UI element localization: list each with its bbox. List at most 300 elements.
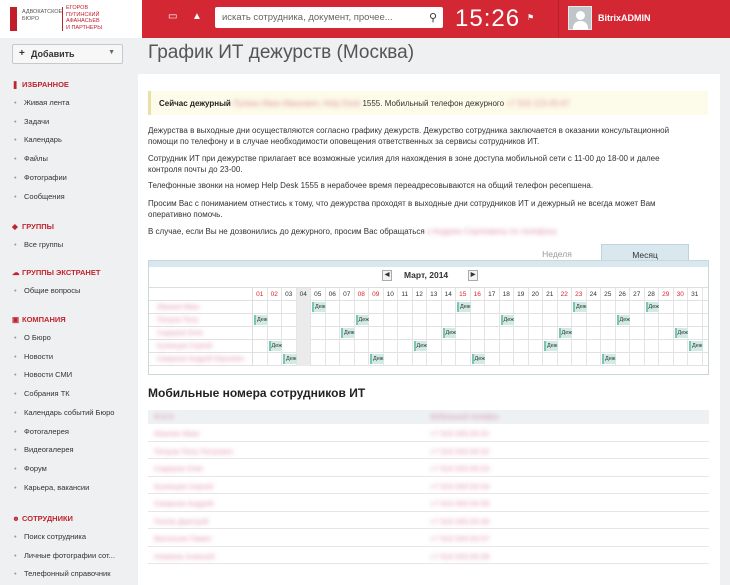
day-cell xyxy=(529,340,544,353)
employee-name: Сидоров Олег xyxy=(149,327,253,340)
day-cell xyxy=(500,327,515,340)
day-cell xyxy=(674,314,689,327)
calendar-row xyxy=(149,314,708,327)
day-cell xyxy=(340,340,355,353)
duty-event[interactable]: Деж xyxy=(341,328,355,338)
day-cell xyxy=(688,314,703,327)
day-cell xyxy=(558,301,573,314)
column-header-name: Ф.И.О xyxy=(154,414,174,421)
sidebar-section-title: КОМПАНИЯ xyxy=(22,315,66,324)
day-cell xyxy=(674,340,689,353)
day-cell xyxy=(427,314,442,327)
sidebar-section-2[interactable] xyxy=(12,268,100,277)
next-month-button[interactable]: ▶ xyxy=(468,270,478,281)
prev-month-button[interactable]: ◀ xyxy=(382,270,392,281)
day-number: 04 xyxy=(297,288,312,301)
plus-icon: + xyxy=(19,48,25,59)
day-number: 23 xyxy=(572,288,587,301)
sidebar-section-4[interactable] xyxy=(12,514,73,523)
bullet-icon: • xyxy=(14,286,17,295)
day-cell xyxy=(471,327,486,340)
bullet-icon: • xyxy=(14,98,17,107)
day-cell xyxy=(268,353,283,366)
paragraph: Сотрудник ИТ при дежурстве прилагает все возможные усилия для нахождения в зоне доступа мобильной сети с 11-00 до 18-00 и далее контроля почты до 23-00. xyxy=(148,154,660,174)
bullet-icon: • xyxy=(14,351,17,361)
day-cell xyxy=(384,340,399,353)
logo-line: ЕГОРОВ xyxy=(66,5,89,11)
day-cell xyxy=(645,327,660,340)
day-number: 02 xyxy=(268,288,283,301)
day-number: 25 xyxy=(601,288,616,301)
duty-event[interactable]: Деж xyxy=(457,302,471,312)
day-cell xyxy=(253,301,268,314)
logo-line: АДВОКАТСКОЕ xyxy=(22,9,63,15)
building-icon: ▣ xyxy=(12,315,20,324)
logo-line: ПУГИНСКИЙ xyxy=(66,11,100,18)
day-cell xyxy=(572,314,587,327)
day-number: 22 xyxy=(558,288,573,301)
day-cell xyxy=(587,327,602,340)
day-cell xyxy=(601,301,616,314)
calendar-header-strip xyxy=(149,261,708,267)
day-cell xyxy=(674,301,689,314)
sidebar-item-label: Собрания ТК xyxy=(24,389,70,399)
calendar-day-header-row xyxy=(149,288,708,301)
day-cell xyxy=(485,340,500,353)
mobile-section-title: Мобильные номера сотрудников ИТ xyxy=(148,386,366,400)
day-cell xyxy=(456,340,471,353)
search-icon[interactable]: ⚲ xyxy=(428,12,437,24)
day-cell xyxy=(616,301,631,314)
table-row xyxy=(148,547,709,565)
duty-event[interactable]: Деж xyxy=(269,341,283,351)
day-number: 08 xyxy=(355,288,370,301)
day-cell xyxy=(413,314,428,327)
sidebar-item-label: Телефонный справочник xyxy=(24,569,111,579)
duty-event[interactable]: Деж xyxy=(312,302,326,312)
logo-separator xyxy=(62,7,63,31)
day-cell xyxy=(601,314,616,327)
day-cell xyxy=(674,353,689,366)
paragraph: Телефонные звонки на номер Help Desk 1555 в нерабочее время переадресовываются на общий телефон ресепшена. xyxy=(148,181,594,190)
day-number: 14 xyxy=(442,288,457,301)
day-cell xyxy=(297,301,312,314)
day-cell xyxy=(630,327,645,340)
day-cell xyxy=(630,340,645,353)
day-cell xyxy=(456,327,471,340)
calendar-row xyxy=(149,353,708,366)
day-number: 27 xyxy=(630,288,645,301)
day-cell xyxy=(297,340,312,353)
calendar-row xyxy=(149,327,708,340)
calendar-row xyxy=(149,301,708,314)
day-number: 29 xyxy=(659,288,674,301)
notice-name: Пупкин Иван Иванович, Help Desk xyxy=(233,99,361,108)
sidebar-item-label: Файлы xyxy=(24,154,48,164)
paragraph-text: В случае, если Вы не дозвонились до дежурного, просим Вас обращаться xyxy=(148,227,425,236)
duty-event[interactable]: Деж xyxy=(573,302,587,312)
bullet-icon: • xyxy=(14,240,17,249)
search-input[interactable] xyxy=(215,7,415,28)
day-cell xyxy=(311,327,326,340)
sidebar-section-0[interactable] xyxy=(12,80,69,89)
day-cell xyxy=(413,327,428,340)
bullet-icon: • xyxy=(14,482,17,492)
calendar-row xyxy=(149,340,708,353)
bullet-icon: • xyxy=(14,389,17,399)
duty-event[interactable]: Деж xyxy=(501,315,515,325)
sidebar-item[interactable] xyxy=(14,117,49,126)
duty-event[interactable]: Деж xyxy=(689,341,703,351)
day-cell xyxy=(485,301,500,314)
sidebar-section-title: ГРУППЫ ЭКСТРАНЕТ xyxy=(22,268,101,277)
org-icon[interactable]: ▲ xyxy=(192,11,202,22)
bullet-icon: • xyxy=(14,532,17,541)
day-cell xyxy=(616,353,631,366)
bullet-icon: • xyxy=(14,135,17,145)
duty-event[interactable]: Деж xyxy=(254,315,268,325)
day-cell xyxy=(514,314,529,327)
day-cell xyxy=(485,327,500,340)
day-cell xyxy=(514,353,529,366)
sidebar-item[interactable] xyxy=(14,445,74,454)
duty-event[interactable]: Деж xyxy=(617,315,631,325)
day-number: 01 xyxy=(253,288,268,301)
duty-event[interactable]: Деж xyxy=(356,315,370,325)
month-label: Март, 2014 xyxy=(404,270,449,280)
duty-event[interactable]: Деж xyxy=(646,302,660,312)
employee-name: Петров Петр Петрович xyxy=(154,446,234,456)
day-cell xyxy=(282,301,297,314)
employee-name: Смирнов Андрей Юрьевич xyxy=(149,353,253,366)
table-row xyxy=(148,494,709,512)
day-number: 18 xyxy=(500,288,515,301)
bullet-icon: • xyxy=(14,445,17,455)
day-cell xyxy=(630,301,645,314)
day-cell xyxy=(326,327,341,340)
duty-event[interactable]: Деж xyxy=(443,328,457,338)
duty-event[interactable]: Деж xyxy=(472,354,486,364)
day-cell xyxy=(659,314,674,327)
bullet-icon: • xyxy=(14,426,17,436)
day-number: 15 xyxy=(456,288,471,301)
chevron-down-icon: ▼ xyxy=(108,49,115,56)
table-row xyxy=(148,529,709,547)
bullet-icon: • xyxy=(14,154,17,164)
day-cell xyxy=(340,314,355,327)
duty-event[interactable]: Деж xyxy=(602,354,616,364)
sidebar-item[interactable] xyxy=(14,98,70,107)
day-cell xyxy=(529,327,544,340)
day-cell xyxy=(485,353,500,366)
clock: 15:26 xyxy=(455,5,521,32)
day-number: 07 xyxy=(340,288,355,301)
employee-name: Петров Петр xyxy=(149,314,253,327)
day-cell xyxy=(456,353,471,366)
duty-event[interactable]: Деж xyxy=(675,328,689,338)
sidebar-item-label: Карьера, вакансии xyxy=(24,482,90,492)
bullet-icon: • xyxy=(14,191,17,201)
day-cell xyxy=(282,340,297,353)
logo-mark xyxy=(10,7,17,31)
sidebar-item-label: Все группы xyxy=(24,240,64,249)
add-button[interactable] xyxy=(12,44,123,64)
day-cell xyxy=(587,353,602,366)
on-duty-notice xyxy=(148,91,708,115)
bullet-icon: • xyxy=(14,116,17,126)
menu-icon[interactable]: ▭ xyxy=(168,11,178,22)
sidebar-item[interactable] xyxy=(14,352,53,361)
day-cell xyxy=(268,301,283,314)
paragraph xyxy=(148,226,693,237)
day-cell xyxy=(645,353,660,366)
day-cell xyxy=(326,353,341,366)
duty-calendar xyxy=(148,260,709,375)
day-cell xyxy=(311,353,326,366)
day-cell xyxy=(384,353,399,366)
day-cell xyxy=(645,340,660,353)
sidebar-item[interactable] xyxy=(14,154,48,163)
sidebar-item-label: Фотографии xyxy=(24,172,67,182)
sidebar-item[interactable] xyxy=(14,370,72,379)
employee-name: Васильев Павел xyxy=(154,534,212,543)
day-cell xyxy=(659,353,674,366)
day-cell xyxy=(514,301,529,314)
day-cell xyxy=(369,327,384,340)
day-cell xyxy=(558,340,573,353)
day-cell xyxy=(427,353,442,366)
employee-name: Новиков Алексей xyxy=(154,551,215,561)
sidebar-item[interactable] xyxy=(14,333,51,342)
day-number: 31 xyxy=(688,288,703,301)
sidebar-item-label: Новости СМИ xyxy=(24,370,73,380)
day-number: 21 xyxy=(543,288,558,301)
sidebar-section-3[interactable] xyxy=(12,315,66,324)
bullet-icon: • xyxy=(14,370,17,380)
sidebar-item[interactable] xyxy=(14,483,89,492)
paragraph-blurred: к Андрею Сергеевичу по телефону xyxy=(426,227,557,236)
day-cell xyxy=(471,314,486,327)
day-number: 11 xyxy=(398,288,413,301)
day-cell xyxy=(442,353,457,366)
sidebar-section-1[interactable] xyxy=(12,222,54,231)
sidebar-item-label: Новости xyxy=(24,351,54,361)
day-cell xyxy=(529,353,544,366)
duty-event[interactable]: Деж xyxy=(370,354,384,364)
table-header xyxy=(148,410,709,424)
sidebar-item-label: Живая лента xyxy=(24,98,70,107)
day-cell xyxy=(398,340,413,353)
tab-week[interactable]: Неделя xyxy=(513,244,601,264)
day-number: 05 xyxy=(311,288,326,301)
employee-phone: +7 916 000-00-02 xyxy=(430,446,490,456)
day-cell xyxy=(543,301,558,314)
sidebar-item[interactable] xyxy=(14,135,62,144)
day-number: 03 xyxy=(282,288,297,301)
sidebar-item-label: Задачи xyxy=(24,116,50,126)
day-cell xyxy=(529,314,544,327)
paragraph: Просим Вас с пониманием отнестись к тому, что дежурства проходят в выходные дни сотрудников ИТ и дежурный не всегда может Вам оперативно помочь. xyxy=(148,199,656,219)
table-row xyxy=(148,477,709,495)
sidebar-item-label: Форум xyxy=(24,463,47,473)
logo-text-right xyxy=(66,5,102,31)
day-cell xyxy=(369,301,384,314)
employee-name: Иванов Иван xyxy=(154,429,200,438)
day-cell xyxy=(355,301,370,314)
day-cell xyxy=(659,301,674,314)
day-cell xyxy=(398,327,413,340)
bullet-icon: • xyxy=(14,172,17,182)
sidebar-item[interactable] xyxy=(14,532,86,541)
day-number: 30 xyxy=(674,288,689,301)
sidebar-item-label: Личные фотографии сот... xyxy=(24,550,115,560)
bullet-icon: • xyxy=(14,569,17,579)
notice-phone: +7 916 123-45-67 xyxy=(506,99,570,108)
day-cell xyxy=(616,340,631,353)
day-cell xyxy=(282,314,297,327)
logo-text-left xyxy=(22,9,62,23)
group-icon: ◆ xyxy=(12,222,18,231)
table-row xyxy=(148,442,709,460)
sidebar-item[interactable] xyxy=(14,427,69,436)
bullet-icon: • xyxy=(14,550,17,560)
bookmark-icon: ❚ xyxy=(12,80,19,89)
employee-phone: +7 916 000-00-01 xyxy=(430,429,490,438)
sidebar-item[interactable] xyxy=(14,173,67,182)
day-cell xyxy=(326,301,341,314)
day-cell xyxy=(601,340,616,353)
logo-line: БЮРО xyxy=(22,16,39,22)
day-number: 10 xyxy=(384,288,399,301)
sidebar-item[interactable] xyxy=(14,389,70,398)
sidebar-item-label: Поиск сотрудника xyxy=(24,532,87,541)
day-cell xyxy=(572,327,587,340)
table-body xyxy=(148,424,709,564)
sidebar-item[interactable] xyxy=(14,240,63,249)
page-title: График ИТ дежурств (Москва) xyxy=(148,42,415,63)
mobile-table xyxy=(148,410,709,564)
sidebar-item[interactable] xyxy=(14,192,65,201)
day-cell xyxy=(471,340,486,353)
sidebar-item[interactable] xyxy=(14,464,47,473)
tab-month[interactable]: Месяц xyxy=(601,244,689,264)
day-cell xyxy=(471,301,486,314)
day-cell xyxy=(572,353,587,366)
day-cell xyxy=(268,314,283,327)
day-cell xyxy=(543,314,558,327)
day-cell xyxy=(514,327,529,340)
day-cell xyxy=(326,314,341,327)
bullet-icon: • xyxy=(14,407,17,417)
day-cell xyxy=(442,301,457,314)
day-cell xyxy=(688,301,703,314)
logo[interactable] xyxy=(0,0,142,38)
day-number: 26 xyxy=(616,288,631,301)
day-cell xyxy=(587,340,602,353)
sidebar-item-label: О Бюро xyxy=(24,333,51,342)
day-cell xyxy=(297,327,312,340)
add-button-label: Добавить xyxy=(31,49,75,59)
employee-name: Смирнов Андрей xyxy=(154,499,214,508)
day-cell xyxy=(543,353,558,366)
day-cell xyxy=(659,327,674,340)
notice-label: Сейчас дежурный xyxy=(159,99,231,108)
day-cell xyxy=(601,327,616,340)
employee-phone: +7 916 000-00-06 xyxy=(430,516,490,526)
divider xyxy=(558,0,559,38)
employee-phone: +7 916 000-00-08 xyxy=(430,551,490,561)
sidebar-section-title: ГРУППЫ xyxy=(22,222,54,231)
day-cell xyxy=(587,314,602,327)
day-cell xyxy=(514,340,529,353)
logo-line: И ПАРТНЕРЫ xyxy=(66,24,103,31)
month-navigator xyxy=(382,270,478,282)
day-cell xyxy=(340,301,355,314)
day-cell xyxy=(311,314,326,327)
search-box xyxy=(215,7,443,28)
day-cell xyxy=(268,327,283,340)
day-cell xyxy=(282,327,297,340)
day-number: 06 xyxy=(326,288,341,301)
duty-event[interactable]: Деж xyxy=(559,328,573,338)
day-cell xyxy=(326,340,341,353)
day-cell xyxy=(398,353,413,366)
duty-event[interactable]: Деж xyxy=(544,341,558,351)
day-cell xyxy=(645,314,660,327)
day-cell xyxy=(384,327,399,340)
avatar[interactable] xyxy=(568,6,592,30)
day-cell xyxy=(253,340,268,353)
people-icon: ☻ xyxy=(12,514,20,523)
table-row xyxy=(148,512,709,530)
day-cell xyxy=(340,353,355,366)
day-cell xyxy=(253,327,268,340)
employee-phone: +7 916 000-00-04 xyxy=(430,481,490,491)
day-number: 17 xyxy=(485,288,500,301)
day-cell xyxy=(427,301,442,314)
day-cell xyxy=(630,314,645,327)
day-cell xyxy=(297,353,312,366)
sidebar-item[interactable] xyxy=(14,286,80,295)
duty-event[interactable]: Деж xyxy=(414,341,428,351)
day-number: 13 xyxy=(427,288,442,301)
day-cell xyxy=(427,327,442,340)
day-cell xyxy=(572,340,587,353)
day-number: 19 xyxy=(514,288,529,301)
employee-phone: +7 916 000-00-05 xyxy=(430,499,490,508)
table-row xyxy=(148,459,709,477)
duty-event[interactable]: Деж xyxy=(283,354,297,364)
sidebar-item[interactable] xyxy=(14,551,115,560)
day-cell xyxy=(558,353,573,366)
day-cell xyxy=(500,353,515,366)
user-name[interactable]: BitrixADMIN xyxy=(598,13,651,23)
flag-icon[interactable]: ⚑ xyxy=(527,13,535,22)
employee-name: Сидоров Олег xyxy=(154,464,204,473)
day-cell xyxy=(659,340,674,353)
day-cell xyxy=(384,314,399,327)
day-cell xyxy=(456,314,471,327)
day-cell xyxy=(688,353,703,366)
bullet-icon: • xyxy=(14,333,17,342)
sidebar-item[interactable] xyxy=(14,408,114,417)
day-cell xyxy=(630,353,645,366)
column-header-phone: Мобильный телефон xyxy=(430,414,499,421)
sidebar-item[interactable] xyxy=(14,569,111,578)
day-cell xyxy=(369,314,384,327)
day-cell xyxy=(253,353,268,366)
day-cell xyxy=(398,314,413,327)
